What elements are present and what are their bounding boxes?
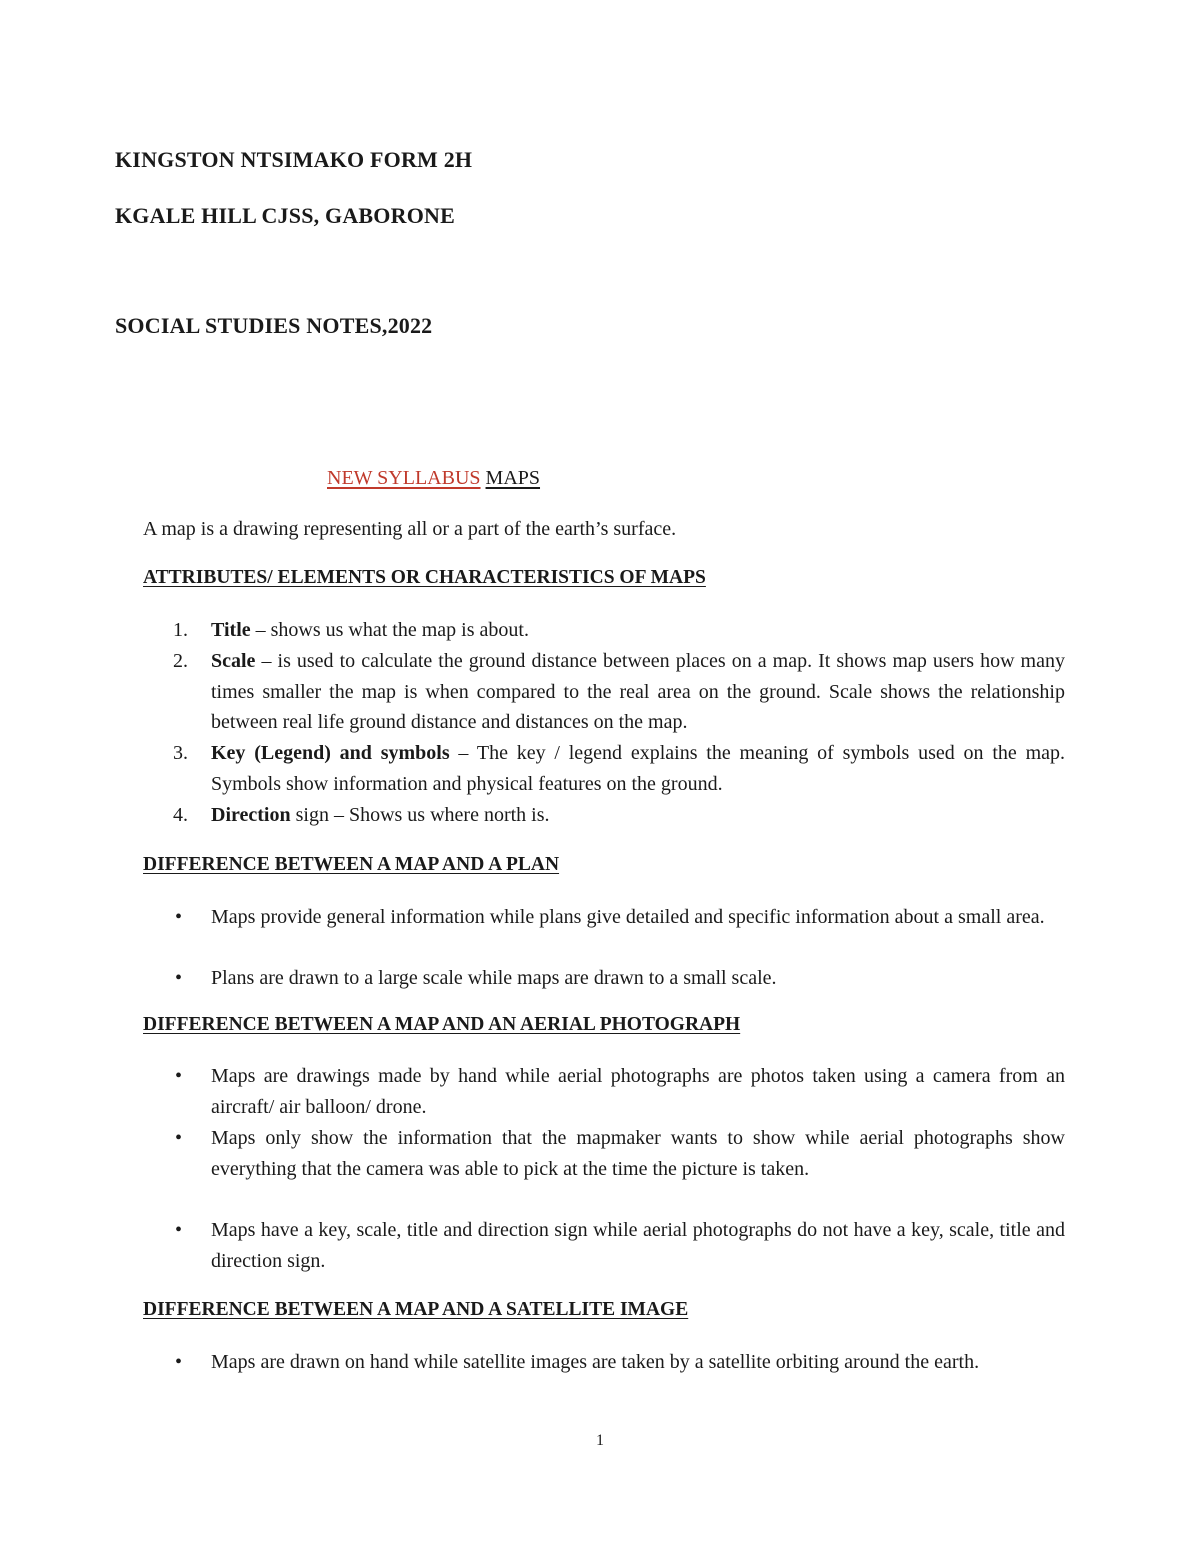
- bullet-glyph: •: [175, 967, 183, 989]
- attribute-item-scale: [173, 646, 1065, 738]
- list-number: 1.: [173, 619, 188, 641]
- attribute-item-key: [173, 738, 1065, 799]
- student-name-header: KINGSTON NTSIMAKO FORM 2H: [115, 147, 473, 172]
- list-item: [173, 1215, 1065, 1276]
- map-vs-plan-heading: DIFFERENCE BETWEEN A MAP AND A PLAN: [143, 854, 560, 875]
- item-text: – The key / legend explains the meaning of symbols used on the map. Symbols show information and physical features on the ground.: [211, 742, 1065, 795]
- list-item: [173, 1347, 1065, 1378]
- page-number: 1: [596, 1432, 604, 1449]
- notes-header: SOCIAL STUDIES NOTES,2022: [115, 313, 433, 338]
- item-text: – is used to calculate the ground distance between places on a map. It shows map users how many times smaller the map is when compared to the real area on the ground. Scale shows the relationship between real life ground distance and distances on the map.: [211, 650, 1065, 733]
- item-text: – shows us what the map is about.: [250, 619, 529, 641]
- item-text: sign – Shows us where north is.: [290, 804, 550, 826]
- bullet-text: Maps provide general information while plans give detailed and specific information about a small area.: [211, 906, 1045, 928]
- item-term: Direction: [211, 804, 291, 826]
- title-new-syllabus: NEW SYLLABUS: [327, 467, 481, 489]
- map-vs-aerial-heading: DIFFERENCE BETWEEN A MAP AND AN AERIAL PHOTOGRAPH: [143, 1014, 741, 1035]
- school-header: KGALE HILL CJSS, GABORONE: [115, 203, 455, 228]
- bullet-text: Maps only show the information that the mapmaker wants to show while aerial photographs show everything that the camera was able to pick at the time the picture is taken.: [211, 1127, 1065, 1180]
- bullet-text: Maps are drawings made by hand while aerial photographs are photos taken using a camera from an aircraft/ air balloon/ drone.: [211, 1065, 1065, 1118]
- bullet-glyph: •: [175, 1127, 183, 1149]
- list-item: [173, 902, 1065, 933]
- bullet-glyph: •: [175, 1351, 183, 1373]
- list-number: 4.: [173, 804, 188, 826]
- title-maps: MAPS: [485, 467, 541, 489]
- attribute-item-title: [173, 615, 1065, 646]
- item-term: Title: [211, 619, 251, 641]
- attributes-heading: ATTRIBUTES/ ELEMENTS OR CHARACTERISTICS OF MAPS: [143, 567, 706, 588]
- bullet-text: Plans are drawn to a large scale while maps are drawn to a small scale.: [211, 967, 777, 989]
- list-item: [173, 1123, 1065, 1184]
- list-number: 2.: [173, 650, 188, 672]
- bullet-glyph: •: [175, 1065, 183, 1087]
- list-item: [173, 1061, 1065, 1122]
- document-title: [327, 467, 540, 490]
- list-number: 3.: [173, 742, 188, 764]
- item-term: Scale: [211, 650, 256, 672]
- bullet-glyph: •: [175, 1219, 183, 1241]
- item-term: Key (Legend) and symbols: [211, 742, 450, 764]
- bullet-text: Maps have a key, scale, title and direction sign while aerial photographs do not have a key, scale, title and direction sign.: [211, 1219, 1065, 1272]
- map-vs-satellite-heading: DIFFERENCE BETWEEN A MAP AND A SATELLITE IMAGE: [143, 1299, 689, 1320]
- bullet-text: Maps are drawn on hand while satellite images are taken by a satellite orbiting around the earth.: [211, 1351, 980, 1373]
- attribute-item-direction: [173, 800, 1065, 831]
- bullet-glyph: •: [175, 906, 183, 928]
- list-item: [173, 963, 1065, 994]
- intro-paragraph: A map is a drawing representing all or a part of the earth’s surface.: [143, 518, 677, 540]
